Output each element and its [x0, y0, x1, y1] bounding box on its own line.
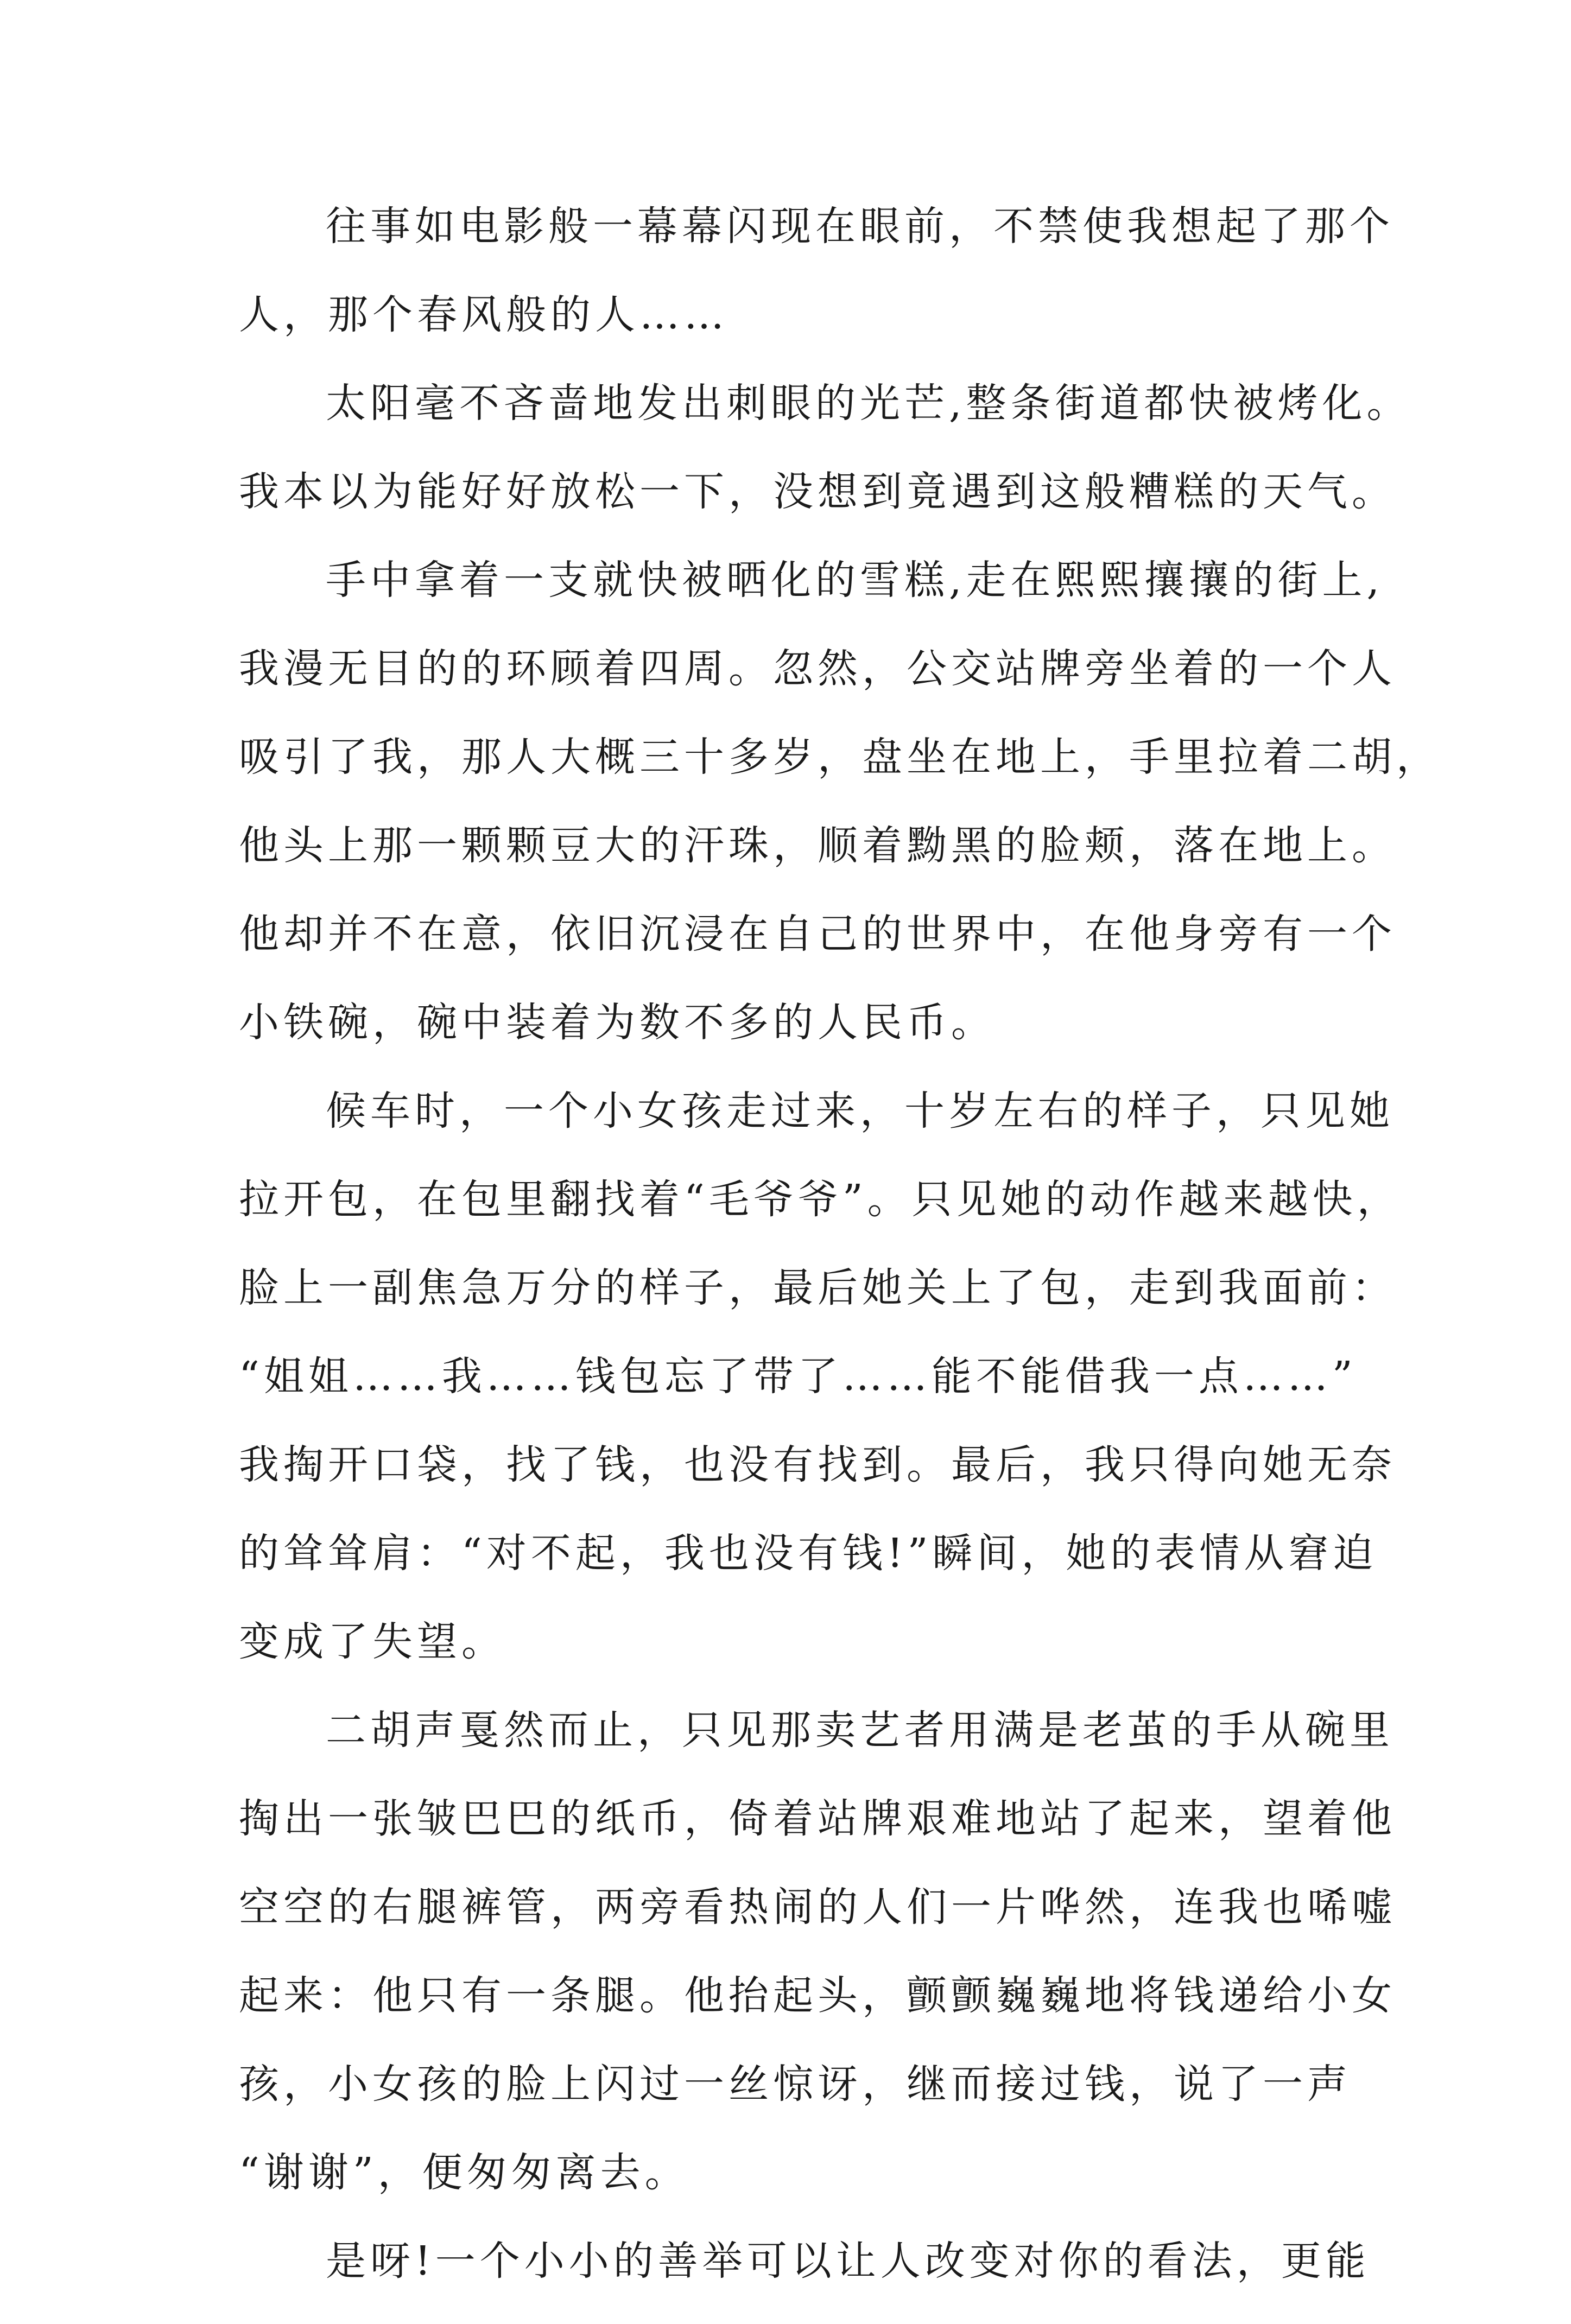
text-line: 我本以为能好好放松一下，没想到竟遇到这般糟糕的天气。: [239, 468, 1396, 515]
text-line: 拉开包，在包里翻找着“毛爷爷”。只见她的动作越来越快，: [239, 1176, 1402, 1223]
text-line: 手中拿着一支就快被晒化的雪糕,走在熙熙攘攘的街上,: [326, 557, 1384, 604]
text-line: 脸上一副焦急万分的样子，最后她关上了包，走到我面前：: [239, 1265, 1396, 1311]
text-line: 变成了失望。: [239, 1618, 506, 1665]
text-line: 二胡声戛然而止，只见那卖艺者用满是老茧的手从碗里: [326, 1707, 1394, 1754]
text-line: 太阳毫不吝啬地发出刺眼的光芒,整条街道都快被烤化。: [326, 380, 1411, 427]
essay-body: [239, 201, 1441, 2324]
text-line: 掏出一张皱巴巴的纸币，倚着站牌艰难地站了起来，望着他: [239, 1795, 1396, 1842]
text-line: 的耸耸肩：“对不起，我也没有钱!”瞬间，她的表情从窘迫: [239, 1530, 1378, 1577]
text-line: 孩，小女孩的脸上闪过一丝惊讶，继而接过钱，说了一声: [239, 2061, 1352, 2107]
text-line: 我掏开口袋，找了钱，也没有找到。最后，我只得向她无奈: [239, 1442, 1396, 1488]
text-line: 我漫无目的的环顾着四周。忽然，公交站牌旁坐着的一个人: [239, 645, 1396, 692]
text-line: 小铁碗，碗中装着为数不多的人民币。: [239, 999, 996, 1046]
text-line: 人，那个春风般的人……: [239, 291, 729, 338]
text-line: 往事如电影般一幕幕闪现在眼前，不禁使我想起了那个: [326, 203, 1394, 250]
text-line: 他却并不在意，依旧沉浸在自己的世界中，在他身旁有一个: [239, 911, 1396, 957]
text-line: “谢谢”，便匆匆离去。: [239, 2149, 689, 2196]
text-line: “姐姐……我……钱包忘了带了……能不能借我一点……”: [239, 1353, 1357, 1400]
text-line: 他头上那一颗颗豆大的汗珠，顺着黝黑的脸颊，落在地上。: [239, 822, 1396, 869]
text-line: 空空的右腿裤管，两旁看热闹的人们一片哗然，连我也唏嘘: [239, 1884, 1396, 1931]
text-line: 候车时，一个小女孩走过来，十岁左右的样子，只见她: [326, 1088, 1394, 1134]
text-line: 起来：他只有一条腿。他抬起头，颤颤巍巍地将钱递给小女: [239, 1972, 1396, 2019]
text-line: 是呀!一个小小的善举可以让人改变对你的看法，更能: [326, 2238, 1370, 2284]
text-line: 吸引了我，那人大概三十多岁，盘坐在地上，手里拉着二胡，: [239, 734, 1441, 780]
